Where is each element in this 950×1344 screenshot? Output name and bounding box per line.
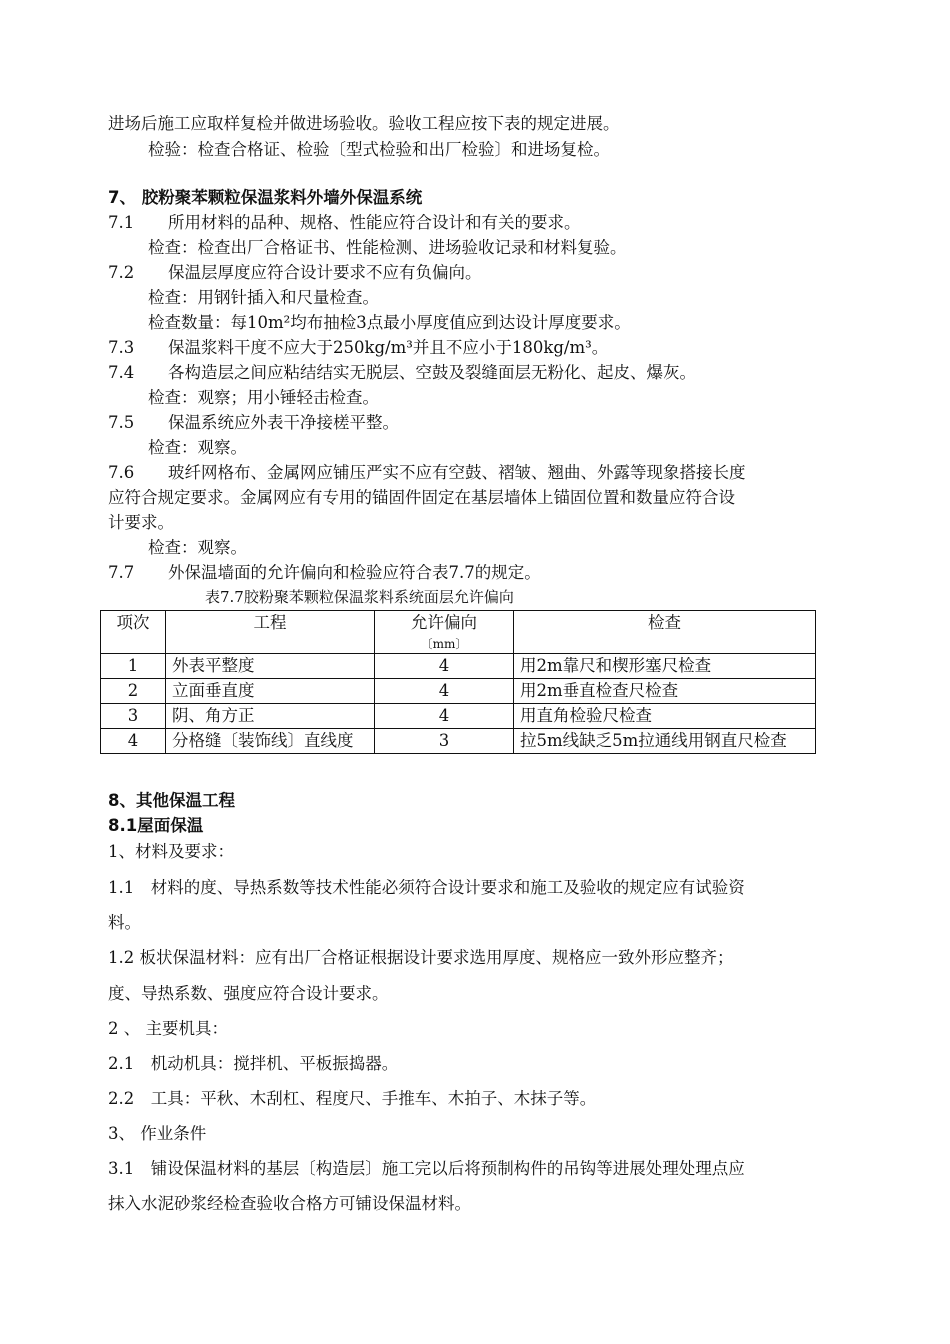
clause-7-6: 7.6 玻纤网格布、金属网应铺压严实不应有空鼓、褶皱、翘曲、外露等现象搭接长度	[108, 463, 746, 482]
row-method: 用直角检验尺检查	[514, 704, 816, 729]
header-unit: 〔mm〕	[420, 637, 468, 651]
table-header-row	[101, 611, 816, 654]
header-item: 工程	[166, 611, 375, 654]
header-tolerance: 允许偏向 〔mm〕	[375, 611, 514, 654]
row-item: 立面垂直度	[166, 679, 375, 704]
body-line: 2.2 工具：平秋、木刮杠、程度尺、手推车、木拍子、木抹子等。	[108, 1089, 597, 1108]
clause-7-6-continued: 应符合规定要求。金属网应有专用的锚固件固定在基层墙体上锚固位置和数量应符合设	[108, 488, 735, 507]
body-line: 抹入水泥砂浆经检查验收合格方可铺设保温材料。	[108, 1194, 471, 1213]
row-no: 1	[101, 654, 166, 679]
body-line: 1.2 板状保温材料：应有出厂合格证根据设计要求选用厚度、规格应一致外形应整齐；	[108, 948, 734, 967]
header-no: 项次	[101, 611, 166, 654]
body-line: 料。	[108, 913, 141, 932]
row-method: 用2m垂直检查尺检查	[514, 679, 816, 704]
body-line: 2.1 机动机具：搅拌机、平板振捣器。	[108, 1054, 399, 1073]
table-row	[101, 679, 816, 704]
row-item: 分格缝〔装饰线〕直线度	[166, 729, 375, 754]
body-line: 2 、 主要机具：	[108, 1019, 228, 1038]
header-method: 检查	[514, 611, 816, 654]
table-row	[101, 704, 816, 729]
body-line: 3.1 铺设保温材料的基层〔构造层〕施工完以后将预制构件的吊钩等进展处理处理点应	[108, 1159, 745, 1178]
clause-7-2-check-quantity: 检查数量：每10m²均布抽检3点最小厚度值应到达设计厚度要求。	[148, 313, 631, 332]
row-tolerance: 4	[375, 654, 514, 679]
body-line: 1.1 材料的度、导热系数等技术性能必须符合设计要求和施工及验收的规定应有试验资	[108, 878, 745, 897]
intro-line: 进场后施工应取样复检并做进场验收。验收工程应按下表的规定进展。	[108, 114, 620, 133]
row-no: 4	[101, 729, 166, 754]
intro-check-line: 检验：检查合格证、检验〔型式检验和出厂检验〕和进场复检。	[148, 140, 610, 159]
body-line: 3、 作业条件	[108, 1124, 207, 1143]
section-8-heading: 8、其他保温工程	[108, 791, 235, 810]
clause-7-6-check: 检查：观察。	[148, 538, 247, 557]
section-8-1-heading: 8.1屋面保温	[108, 816, 204, 835]
row-item: 阴、角方正	[166, 704, 375, 729]
row-item: 外表平整度	[166, 654, 375, 679]
table-row	[101, 729, 816, 754]
clause-7-2-check: 检查：用钢针插入和尺量检查。	[148, 288, 379, 307]
body-line: 1、材料及要求：	[108, 842, 234, 861]
body-line: 度、导热系数、强度应符合设计要求。	[108, 984, 389, 1003]
clause-7-1-check: 检查：检查出厂合格证书、性能检测、进场验收记录和材料复验。	[148, 238, 627, 257]
clause-7-1: 7.1 所用材料的品种、规格、性能应符合设计和有关的要求。	[108, 213, 581, 232]
clause-7-2: 7.2 保温层厚度应符合设计要求不应有负偏向。	[108, 263, 482, 282]
clause-7-7: 7.7 外保温墙面的允许偏向和检验应符合表7.7的规定。	[108, 563, 541, 582]
row-no: 2	[101, 679, 166, 704]
clause-7-3: 7.3 保温浆料干度不应大于250kg/m³并且不应小于180kg/m³。	[108, 338, 609, 357]
clause-7-4: 7.4 各构造层之间应粘结结实无脱层、空鼓及裂缝面层无粉化、起皮、爆灰。	[108, 363, 696, 382]
row-tolerance: 3	[375, 729, 514, 754]
clause-7-5: 7.5 保温系统应外表干净接槎平整。	[108, 413, 399, 432]
section-7-heading: 7、 胶粉聚苯颗粒保温浆料外墙外保温系统	[108, 188, 423, 207]
tolerance-table	[100, 610, 816, 754]
clause-7-6-continued: 计要求。	[108, 513, 174, 532]
row-method: 拉5m线缺乏5m拉通线用钢直尺检查	[514, 729, 816, 754]
table-caption: 表7.7胶粉聚苯颗粒保温浆料系统面层允许偏向	[205, 588, 514, 606]
row-method: 用2m靠尺和楔形塞尺检查	[514, 654, 816, 679]
clause-7-5-check: 检查：观察。	[148, 438, 247, 457]
row-no: 3	[101, 704, 166, 729]
clause-7-4-check: 检查：观察；用小锤轻击检查。	[148, 388, 379, 407]
row-tolerance: 4	[375, 704, 514, 729]
table-row	[101, 654, 816, 679]
row-tolerance: 4	[375, 679, 514, 704]
